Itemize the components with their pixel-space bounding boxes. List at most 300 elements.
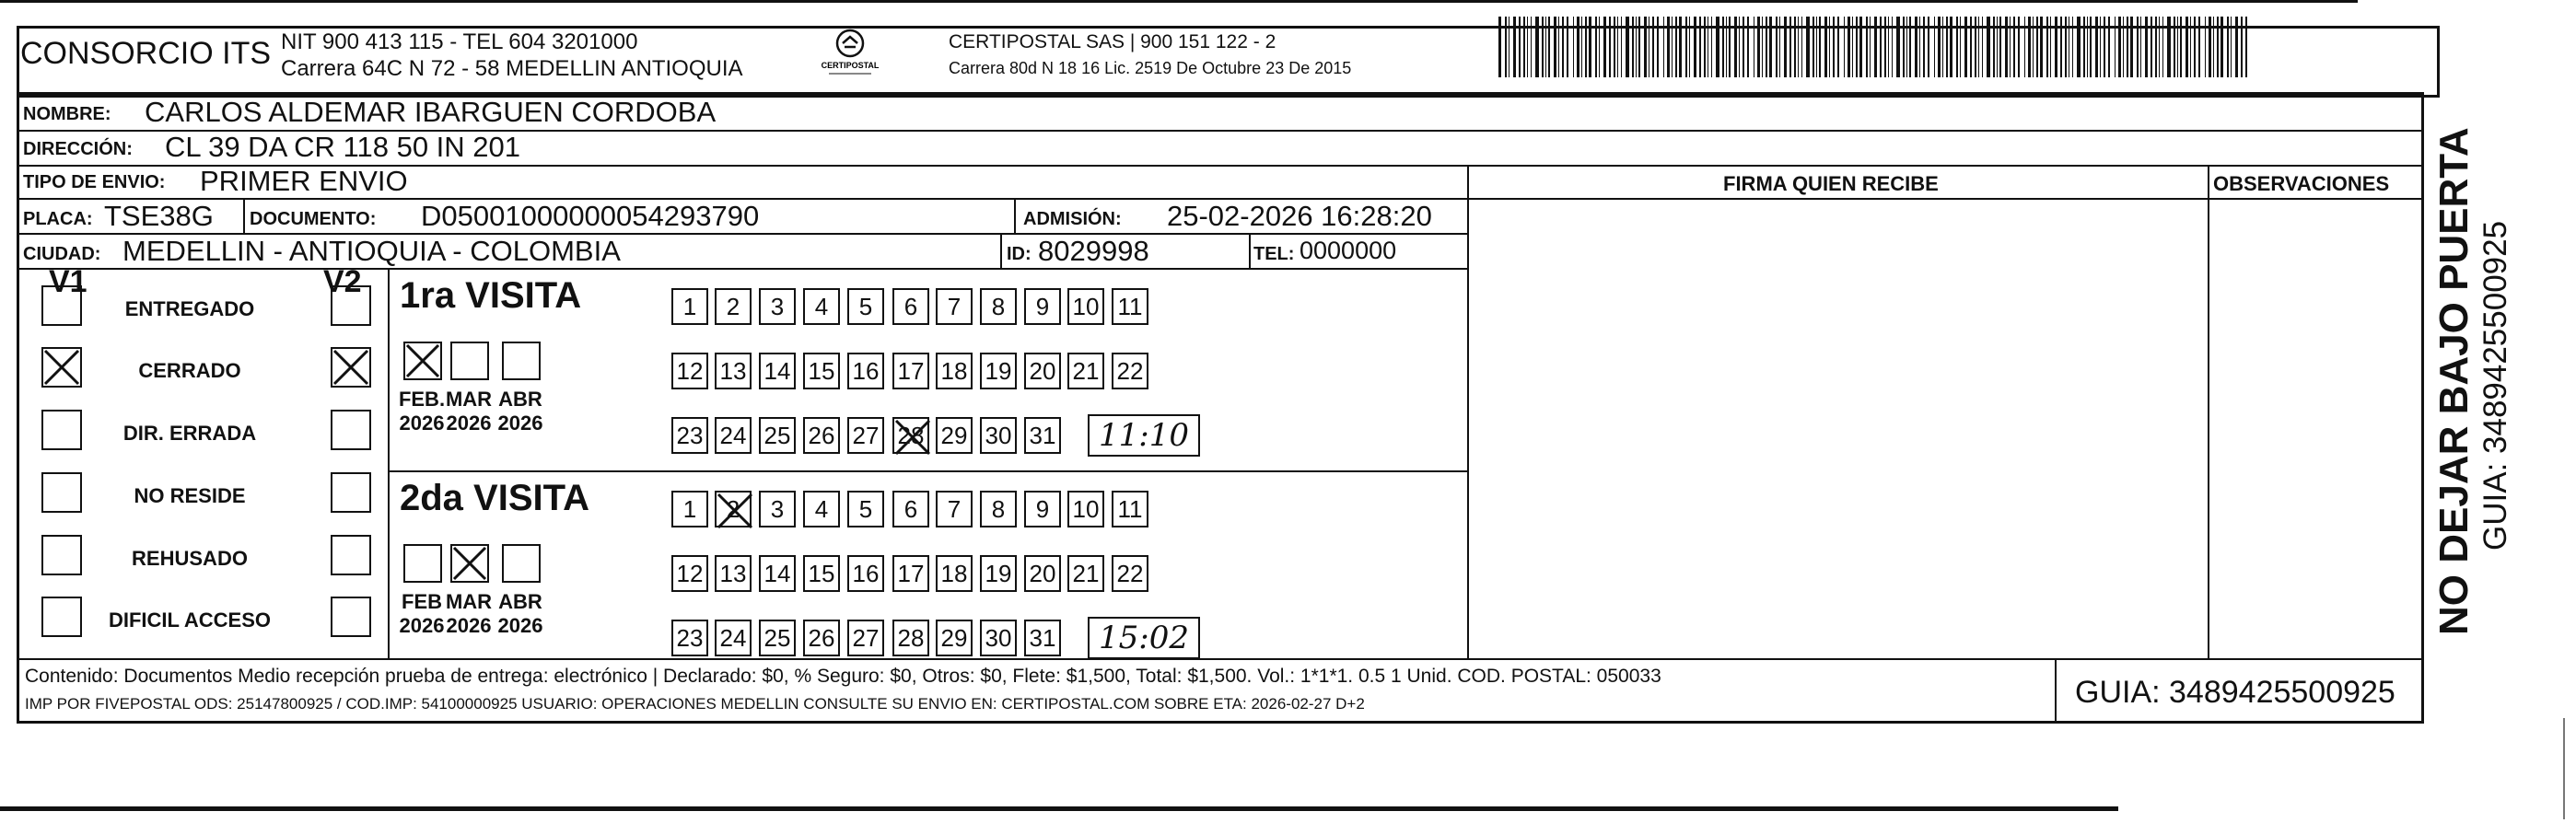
day-number: 4	[814, 494, 829, 523]
day-box[interactable]	[936, 353, 973, 389]
v2-checkbox[interactable]	[331, 472, 371, 513]
day-box[interactable]	[715, 620, 752, 656]
barcode-bar	[2130, 17, 2133, 77]
day-number: 31	[1029, 421, 1056, 449]
barcode-bar	[1779, 17, 1780, 77]
visit-time[interactable]: 15:02	[1088, 617, 1200, 659]
barcode-bar	[1852, 17, 1853, 77]
day-number: 22	[1116, 356, 1144, 385]
day-box[interactable]	[759, 555, 796, 592]
day-box[interactable]	[892, 288, 929, 325]
day-box[interactable]	[759, 353, 796, 389]
day-number: 27	[852, 421, 880, 449]
barcode-bar	[2123, 17, 2124, 77]
barcode-bar	[1638, 17, 1640, 77]
nombre-value: CARLOS ALDEMAR IBARGUEN CORDOBA	[145, 96, 717, 128]
barcode-bar	[2104, 17, 2105, 77]
barcode-bar	[1675, 17, 1677, 77]
barcode-bar	[1498, 17, 1501, 77]
day-box[interactable]	[892, 491, 929, 527]
barcode-bar	[2018, 17, 2020, 77]
v2-checkbox[interactable]	[331, 535, 371, 575]
barcode-bar	[1982, 17, 1983, 77]
barcode-bar	[1657, 17, 1659, 77]
barcode-bar	[1856, 17, 1858, 77]
day-box[interactable]	[1024, 491, 1061, 527]
nit-line: NIT 900 413 115 - TEL 604 3201000	[281, 29, 638, 54]
day-box[interactable]	[1024, 288, 1061, 325]
barcode-bar	[1614, 17, 1615, 77]
barcode-bar	[1554, 17, 1556, 77]
day-number: 4	[814, 292, 829, 320]
barcode-bar	[2087, 17, 2088, 77]
day-box[interactable]	[936, 288, 973, 325]
barcode-bar	[1942, 17, 1943, 77]
barcode-bar	[1766, 17, 1767, 77]
day-box[interactable]	[671, 417, 708, 454]
imp-line: IMP POR FIVEPOSTAL ODS: 25147800925 / COD.IMP: 54100000925 USUARIO: OPERACIONES MEDELLIN CONSULTE SU ENVIO EN: CERTIPOSTAL.COM SOBRE ETA: 2026-02-27 D+2	[25, 695, 1365, 713]
month-name: FEB.	[398, 388, 446, 411]
barcode-bar	[1837, 17, 1839, 77]
side-guia: GUIA: 3489425500925	[2477, 220, 2513, 551]
day-box[interactable]	[980, 353, 1017, 389]
day-box[interactable]	[803, 620, 840, 656]
barcode-bar	[1711, 17, 1712, 77]
v1-checkbox[interactable]	[41, 472, 82, 513]
barcode-bar	[1892, 17, 1893, 77]
barcode-bar	[1531, 17, 1532, 77]
barcode-bar	[2174, 17, 2175, 77]
barcode-bar	[2055, 17, 2057, 77]
barcode-bar	[2083, 17, 2085, 77]
barcode-bar	[1884, 17, 1886, 77]
day-box[interactable]	[847, 620, 884, 656]
barcode-bar	[1847, 17, 1850, 77]
status-label: DIR. ERRADA	[122, 422, 257, 445]
barcode-bar	[1599, 17, 1600, 77]
day-box[interactable]	[936, 555, 973, 592]
barcode-bar	[1527, 17, 1528, 77]
month-year: 2026	[497, 614, 543, 637]
barcode-bar	[2065, 17, 2067, 77]
barcode-bar	[1870, 17, 1871, 77]
month-year: 2026	[399, 614, 445, 637]
day-number: 18	[940, 356, 968, 385]
day-number: 8	[991, 494, 1006, 523]
day-box[interactable]	[1112, 555, 1148, 592]
barcode-bar	[2145, 17, 2148, 77]
day-box[interactable]	[1024, 417, 1061, 454]
day-box[interactable]	[1112, 491, 1148, 527]
month-year: 2026	[446, 614, 492, 637]
barcode-bar	[1562, 17, 1564, 77]
documento-value: D05001000000054293790	[421, 200, 760, 232]
day-box[interactable]	[671, 555, 708, 592]
company-info	[281, 29, 743, 82]
day-number: 7	[947, 292, 962, 320]
barcode-bar	[2060, 17, 2062, 77]
day-number: 2	[726, 292, 740, 320]
shipping-form	[17, 92, 2424, 724]
month-name: MAR	[445, 590, 493, 613]
barcode-bar	[1784, 17, 1787, 77]
barcode-bar	[1716, 17, 1719, 77]
day-box[interactable]	[671, 620, 708, 656]
barcode-bar	[1644, 17, 1647, 77]
barcode-bar	[2194, 17, 2196, 77]
barcode-bar	[1776, 17, 1778, 77]
day-number: 29	[940, 421, 968, 449]
contenido-line: Contenido: Documentos Medio recepción prueba de entrega: electrónico | Declarado: $0, % Seguro: $0, Otros: $0, Flete: $1,500, Total: $1,500. Vol.: 1*1*1. 0.5 1 Unid. COD. POSTAL: 050033	[25, 666, 1661, 687]
barcode-bar	[2090, 17, 2092, 77]
day-box[interactable]	[803, 555, 840, 592]
day-box[interactable]	[1067, 491, 1104, 527]
barcode-bar	[1726, 17, 1727, 77]
barcode-bar	[1960, 17, 1961, 77]
barcode-bar	[1545, 17, 1546, 77]
day-number: 7	[947, 494, 962, 523]
carrier-info	[949, 29, 1351, 82]
day-number: 11	[1117, 494, 1143, 523]
day-box[interactable]	[847, 288, 884, 325]
observaciones-label: OBSERVACIONES	[2213, 172, 2390, 195]
day-number: 18	[940, 559, 968, 587]
barcode-bar	[2024, 17, 2025, 77]
day-box[interactable]	[1067, 353, 1104, 389]
day-number: 21	[1072, 559, 1100, 587]
ciudad-value: MEDELLIN - ANTIOQUIA - COLOMBIA	[122, 235, 621, 267]
barcode-bar	[1679, 17, 1682, 77]
top-rule	[0, 0, 2358, 3]
barcode-bar	[1542, 17, 1544, 77]
day-box[interactable]	[803, 288, 840, 325]
barcode-bar	[1978, 17, 1979, 77]
barcode-bar	[1919, 17, 1920, 77]
day-box[interactable]	[715, 288, 752, 325]
day-number: 14	[763, 356, 791, 385]
barcode-bar	[1950, 17, 1952, 77]
v2-checkbox[interactable]	[331, 347, 371, 388]
barcode-bar	[1548, 17, 1550, 77]
day-box[interactable]	[980, 417, 1017, 454]
day-number: 23	[676, 623, 704, 652]
day-box[interactable]	[759, 620, 796, 656]
barcode-bar	[1970, 17, 1972, 77]
month-checkbox[interactable]	[450, 342, 489, 380]
day-box[interactable]	[715, 353, 752, 389]
barcode-bar	[2108, 17, 2110, 77]
barcode-bar	[1722, 17, 1724, 77]
barcode-bar	[1734, 17, 1737, 77]
barcode-bar	[1636, 17, 1637, 77]
day-box[interactable]	[980, 555, 1017, 592]
barcode-bar	[2013, 17, 2015, 77]
barcode-bar	[2077, 17, 2081, 77]
x-mark-icon	[332, 349, 369, 386]
day-box[interactable]	[892, 353, 929, 389]
day-box[interactable]	[936, 491, 973, 527]
status-label: CERRADO	[138, 359, 241, 382]
barcode-bar	[2046, 17, 2048, 77]
day-number: 15	[808, 559, 835, 587]
day-box[interactable]	[671, 288, 708, 325]
no-dejar-bajo-puerta: NO DEJAR BAJO PUERTA	[2431, 127, 2477, 635]
day-number: 23	[676, 421, 704, 449]
barcode-bar	[1672, 17, 1673, 77]
day-box[interactable]	[892, 417, 929, 454]
visit-time[interactable]: 11:10	[1088, 414, 1200, 457]
barcode-bar	[2010, 17, 2011, 77]
v2-checkbox[interactable]	[331, 410, 371, 450]
day-box[interactable]	[1024, 353, 1061, 389]
day-number: 20	[1029, 356, 1056, 385]
month-name: FEB	[402, 590, 442, 613]
barcode-bar	[2040, 17, 2043, 77]
barcode-bar	[2217, 17, 2219, 77]
barcode-bar	[1581, 17, 1582, 77]
day-number: 1	[682, 494, 697, 523]
day-number: 28	[897, 623, 925, 652]
day-box[interactable]	[803, 417, 840, 454]
v1-checkbox[interactable]	[41, 597, 82, 637]
month-checkbox[interactable]	[403, 342, 442, 380]
day-box[interactable]	[671, 353, 708, 389]
day-number: 19	[985, 559, 1012, 587]
barcode	[1498, 17, 2254, 77]
barcode-bar	[1906, 17, 1907, 77]
barcode-bar	[2159, 17, 2160, 77]
day-number: 19	[985, 356, 1012, 385]
day-number: 2	[726, 494, 740, 523]
placa-value: TSE38G	[104, 200, 214, 232]
company-name: CONSORCIO ITS	[20, 36, 272, 71]
day-box[interactable]	[980, 491, 1017, 527]
barcode-bar	[2005, 17, 2008, 77]
barcode-bar	[2190, 17, 2191, 77]
day-box[interactable]	[671, 491, 708, 527]
visit-title: 1ra VISITA	[400, 275, 582, 316]
barcode-bar	[1859, 17, 1862, 77]
barcode-bar	[1739, 17, 1740, 77]
day-number: 31	[1029, 623, 1056, 652]
barcode-bar	[1699, 17, 1701, 77]
month-year: 2026	[399, 412, 445, 435]
month-checkbox[interactable]	[502, 342, 541, 380]
day-number: 20	[1029, 559, 1056, 587]
carrier-address: Carrera 80d N 18 16 Lic. 2519 De Octubre 23 De 2015	[949, 59, 1352, 77]
barcode-bar	[1621, 17, 1622, 77]
barcode-bar	[2177, 17, 2178, 77]
tel-value: 0000000	[1300, 237, 1397, 264]
barcode-bar	[2137, 17, 2139, 77]
day-number: 26	[808, 623, 835, 652]
day-box[interactable]	[1112, 288, 1148, 325]
barcode-bar	[2115, 17, 2116, 77]
day-box[interactable]	[803, 353, 840, 389]
day-box[interactable]	[759, 417, 796, 454]
barcode-bar	[1689, 17, 1690, 77]
day-number: 16	[852, 559, 880, 587]
day-number: 12	[676, 559, 704, 587]
barcode-bar	[1794, 17, 1796, 77]
barcode-bar	[1987, 17, 1990, 77]
barcode-bar	[2220, 17, 2223, 77]
barcode-bar	[1535, 17, 1539, 77]
x-mark-icon	[717, 493, 753, 529]
day-box[interactable]	[892, 620, 929, 656]
tipo-envio-value: PRIMER ENVIO	[200, 165, 408, 197]
barcode-bar	[1567, 17, 1568, 77]
day-box[interactable]	[847, 417, 884, 454]
day-number: 15	[808, 356, 835, 385]
day-number: 29	[940, 623, 968, 652]
day-box[interactable]	[759, 288, 796, 325]
day-number: 22	[1116, 559, 1144, 587]
barcode-bar	[1923, 17, 1925, 77]
day-box[interactable]	[1024, 555, 1061, 592]
day-box[interactable]	[715, 417, 752, 454]
barcode-bar	[2028, 17, 2031, 77]
edge-mark	[2563, 718, 2565, 819]
day-box[interactable]	[936, 620, 973, 656]
day-box[interactable]	[980, 288, 1017, 325]
v1-checkbox[interactable]	[41, 285, 82, 326]
barcode-bar	[1866, 17, 1868, 77]
day-box[interactable]	[892, 555, 929, 592]
barcode-bar	[2205, 17, 2206, 77]
day-number: 10	[1072, 292, 1100, 320]
day-box[interactable]	[936, 417, 973, 454]
direccion-value: CL 39 DA CR 118 50 IN 201	[165, 131, 521, 163]
month-year: 2026	[497, 412, 543, 435]
barcode-bar	[1769, 17, 1772, 77]
barcode-bar	[1801, 17, 1802, 77]
day-number: 6	[903, 494, 918, 523]
day-number: 11	[1117, 292, 1143, 320]
barcode-bar	[1632, 17, 1634, 77]
tel-label: TEL:	[1253, 244, 1295, 264]
day-number: 25	[763, 623, 791, 652]
barcode-bar	[2167, 17, 2171, 77]
month-checkbox[interactable]	[502, 544, 541, 583]
day-box[interactable]	[715, 555, 752, 592]
carrier-line: CERTIPOSTAL SAS | 900 151 122 - 2	[949, 31, 1276, 52]
month-name: MAR	[445, 388, 493, 411]
day-number: 25	[763, 421, 791, 449]
barcode-bar	[2245, 17, 2247, 77]
nombre-label: NOMBRE:	[23, 104, 111, 124]
v1-checkbox[interactable]	[41, 535, 82, 575]
day-box[interactable]	[1067, 555, 1104, 592]
barcode-bar	[1813, 17, 1814, 77]
day-box[interactable]	[847, 555, 884, 592]
day-number: 17	[897, 356, 925, 385]
day-number: 21	[1072, 356, 1100, 385]
day-number: 27	[852, 623, 880, 652]
barcode-bar	[1743, 17, 1744, 77]
barcode-bar	[1896, 17, 1900, 77]
day-box[interactable]	[1112, 353, 1148, 389]
day-number: 9	[1035, 292, 1050, 320]
barcode-bar	[2235, 17, 2238, 77]
month-name: ABR	[498, 388, 542, 411]
barcode-bar	[1997, 17, 1998, 77]
day-number: 5	[858, 494, 873, 523]
day-box[interactable]	[715, 491, 752, 527]
day-box[interactable]	[847, 491, 884, 527]
day-number: 3	[770, 494, 785, 523]
barcode-bar	[1880, 17, 1882, 77]
barcode-bar	[1595, 17, 1597, 77]
barcode-bar	[2155, 17, 2157, 77]
barcode-bar	[1819, 17, 1821, 77]
month-checkbox[interactable]	[450, 544, 489, 583]
barcode-bar	[1667, 17, 1670, 77]
barcode-bar	[2241, 17, 2243, 77]
barcode-bar	[1964, 17, 1967, 77]
day-box[interactable]	[759, 491, 796, 527]
day-box[interactable]	[1067, 288, 1104, 325]
x-mark-icon	[452, 546, 487, 581]
barcode-bar	[1617, 17, 1618, 77]
barcode-bar	[1558, 17, 1559, 77]
barcode-bar	[1589, 17, 1591, 77]
day-number: 30	[985, 623, 1012, 652]
barcode-bar	[2231, 17, 2232, 77]
day-number: 13	[719, 559, 747, 587]
firma-label: FIRMA QUIEN RECIBE	[1723, 172, 1939, 195]
barcode-bar	[1573, 17, 1574, 77]
barcode-bar	[2033, 17, 2034, 77]
ciudad-label: CIUDAD:	[23, 244, 101, 264]
barcode-bar	[1513, 17, 1516, 77]
admision-value: 25-02-2026 16:28:20	[1167, 200, 1432, 232]
barcode-bar	[2118, 17, 2121, 77]
x-mark-icon	[894, 419, 931, 456]
svg-text:CERTIPOSTAL: CERTIPOSTAL	[821, 61, 880, 70]
barcode-bar	[1505, 17, 1507, 77]
day-box[interactable]	[1024, 620, 1061, 656]
day-number: 5	[858, 292, 873, 320]
day-number: 3	[770, 292, 785, 320]
month-checkbox[interactable]	[403, 544, 442, 583]
v1-checkbox[interactable]	[41, 410, 82, 450]
day-number: 17	[897, 559, 925, 587]
barcode-bar	[1993, 17, 1995, 77]
status-label: DIFICIL ACCESO	[108, 609, 271, 632]
v2-checkbox[interactable]	[331, 285, 371, 326]
barcode-bar	[1806, 17, 1810, 77]
day-box[interactable]	[847, 353, 884, 389]
barcode-bar	[1757, 17, 1760, 77]
day-number: 14	[763, 559, 791, 587]
barcode-bar	[1934, 17, 1935, 77]
day-box[interactable]	[980, 620, 1017, 656]
v1-checkbox[interactable]	[41, 347, 82, 388]
v2-label: V2	[323, 264, 362, 299]
day-box[interactable]	[803, 491, 840, 527]
barcode-bar	[1816, 17, 1817, 77]
barcode-bar	[2227, 17, 2229, 77]
status-label: NO RESIDE	[134, 484, 246, 507]
day-number: 16	[852, 356, 880, 385]
day-number: 9	[1035, 494, 1050, 523]
day-number: 8	[991, 292, 1006, 320]
month-name: ABR	[498, 590, 542, 613]
barcode-bar	[1652, 17, 1654, 77]
v2-checkbox[interactable]	[331, 597, 371, 637]
barcode-bar	[1975, 17, 1976, 77]
